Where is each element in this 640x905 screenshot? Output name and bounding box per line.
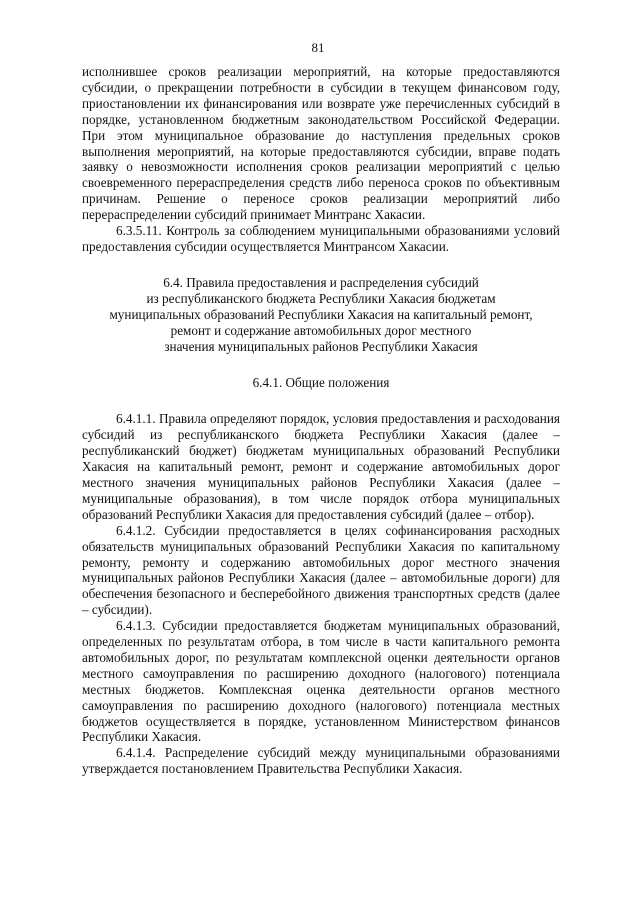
section-title-line: значения муниципальных районов Республики Хакасия <box>164 339 478 355</box>
document-page <box>82 40 560 777</box>
paragraph-6-4-1-1: 6.4.1.1. Правила определяют порядок, условия предоставления и расходования субсидий из республиканского бюджета Республики Хакасия (далее – республиканский бюджет) бюджетам муниципальных образований Республики Хакасия на капитальный ремонт, ремонт и содержание автомобильных дорог местного значения муниципальных районов Республики Хакасия (далее – муниципальные образования), в том числе порядок отбора муниципальных образований Республики Хакасия для предоставления субсидий (далее – отбор). <box>82 411 560 522</box>
paragraph-6-4-1-4: 6.4.1.4. Распределение субсидий между муниципальными образованиями утверждается постановлением Правительства Республики Хакасия. <box>82 745 560 777</box>
page-number: 81 <box>311 40 325 55</box>
section-title-line: муниципальных образований Республики Хакасия на капитальный ремонт, <box>109 307 533 323</box>
section-title-line: ремонт и содержание автомобильных дорог местного <box>170 323 472 339</box>
paragraph-continuation: исполнившее сроков реализации мероприятий, на которые предоставляются субсидии, о прекращении потребности в субсидии в текущем финансовом году, приостановлении их финансирования или возврате уже перечисленных субсидий в порядке, установленном бюджетным законодательством Российской Федерации. При этом муниципальное образование до наступления предельных сроков выполнения мероприятий, на которые предоставляются субсидии, вправе подать заявку о невозможности исполнения сроков реализации мероприятий с целью своевременного перераспределения средств либо переноса сроков по объективным причинам. Решение о переносе сроков реализации мероприятий либо перераспределении субсидий принимает Минтранс Хакасии. <box>82 64 560 223</box>
section-title-6-4 <box>82 275 560 355</box>
subsection-title-6-4-1: 6.4.1. Общие положения <box>252 375 390 391</box>
paragraph-6-3-5-11: 6.3.5.11. Контроль за соблюдением муниципальными образованиями условий предоставления субсидии осуществляется Минтрансом Хакасии. <box>82 223 560 254</box>
paragraph-6-4-1-3: 6.4.1.3. Субсидии предоставляется бюджетам муниципальных образований, определенных по результатам отбора, в том числе в части капитального ремонта автомобильных дорог, по результатам комплексной оценки деятельности органов местного самоуправления по расширению доходного (налогового) потенциала местных бюджетов. Комплексная оценка деятельности органов местного самоуправления по расширению доходного (налогового) потенциала местных бюджетов осуществляется в порядке, установленном Министерством финансов Республики Хакасия. <box>82 618 560 745</box>
section-title-line: из республиканского бюджета Республики Хакасия бюджетам <box>146 290 496 306</box>
paragraph-6-4-1-2: 6.4.1.2. Субсидии предоставляется в целях софинансирования расходных обязательств муниципальных образований Республики Хакасия по капитальному ремонту, ремонту и содержанию автомобильных дорог местного значения муниципальных районов Республики Хакасия (далее – автомобильные дороги) для обеспечения безопасного и бесперебойного движения транспортных средств (далее – субсидии). <box>82 522 560 618</box>
section-title-line: 6.4. Правила предоставления и распределения субсидий <box>163 274 479 290</box>
